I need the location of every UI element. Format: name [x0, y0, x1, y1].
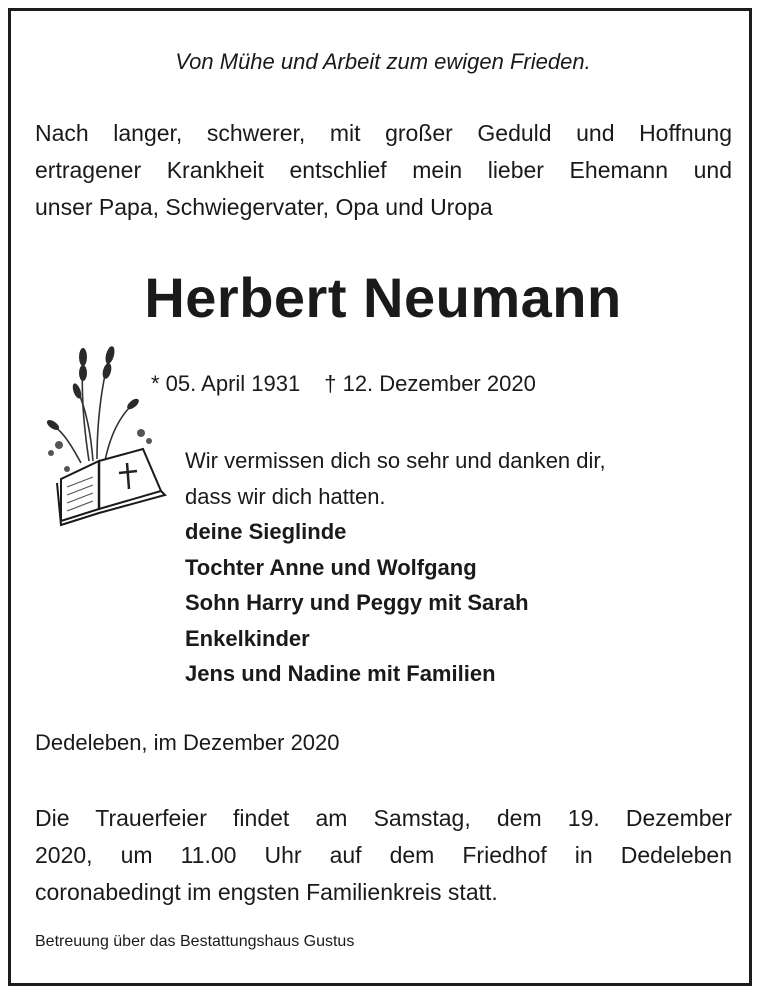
death-date: † 12. Dezember 2020: [324, 371, 536, 396]
open-bible-with-wheat-icon: [31, 341, 171, 531]
life-dates: [151, 371, 536, 397]
birth-date: * 05. April 1931: [151, 371, 301, 396]
intro-line: Nach langer, schwerer, mit großer Geduld und Hoffnung: [35, 120, 732, 146]
intro-line: unser Papa, Schwiegervater, Opa und Uropa: [35, 194, 493, 220]
place-date: Dedeleben, im Dezember 2020: [35, 730, 340, 755]
intro-text: [35, 115, 732, 226]
message-line: dass wir dich hatten.: [185, 483, 386, 509]
funeral-info: [35, 800, 732, 911]
undertaker-note: Betreuung über das Bestattungshaus Gustus: [35, 933, 355, 950]
funeral-line: 2020, um 11.00 Uhr auf dem Friedhof in Dedeleben: [35, 842, 732, 868]
intro-line: ertragener Krankheit entschlief mein lieber Ehemann und: [35, 157, 732, 183]
funeral-line: coronabedingt im engsten Familienkreis statt.: [35, 879, 498, 905]
obituary-notice: [8, 8, 752, 986]
mourner: Enkelkinder: [185, 625, 310, 651]
funeral-line: Die Trauerfeier findet am Samstag, dem 19. Dezember: [35, 805, 732, 831]
mourner: deine Sieglinde: [185, 519, 347, 544]
mourner: Sohn Harry und Peggy mit Sarah: [185, 590, 529, 615]
deceased-name: Herbert Neumann: [144, 266, 622, 329]
message-line: Wir vermissen dich so sehr und danken dir,: [185, 448, 606, 473]
family-message: [185, 443, 606, 692]
mourner: Tochter Anne und Wolfgang: [185, 554, 477, 580]
motto: Von Mühe und Arbeit zum ewigen Frieden.: [175, 49, 591, 74]
mourner: Jens und Nadine mit Familien: [185, 661, 496, 686]
